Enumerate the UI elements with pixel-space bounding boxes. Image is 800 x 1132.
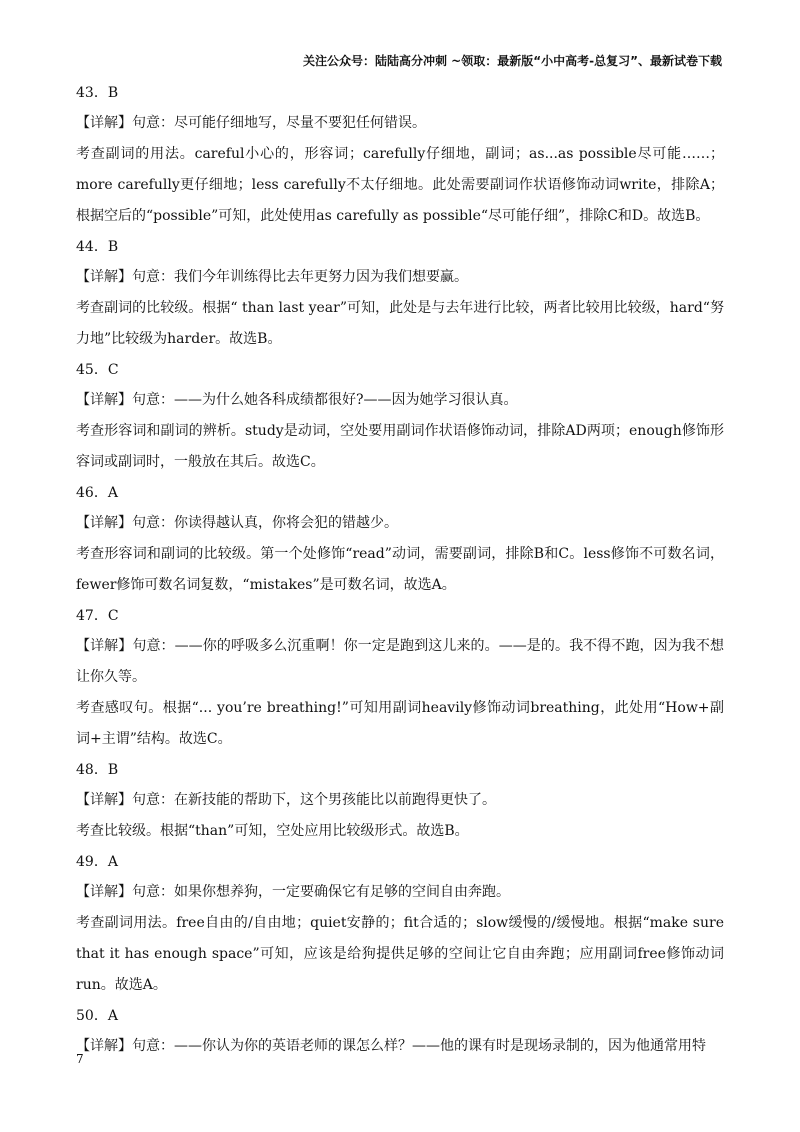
question-number: 50．A <box>76 1008 118 1024</box>
detail-text: 【详解】句意：我们今年训练得比去年更努力因为我们想要赢。 <box>76 269 468 285</box>
analysis-text: 考查副词的比较级。根据“ than last year”可知，此处是与去年进行比较，两者比较用比较级，hard“努力地”比较级为harder。故选B。 <box>76 300 724 347</box>
page-header: 关注公众号：陆陆高分冲刺 ~领取：最新版“小中高考-总复习”、最新试卷下载 <box>303 54 722 68</box>
analysis-text: 考查副词的用法。careful小心的，形容词；carefully仔细地，副词；as...as possible尽可能……；more carefully更仔细地；less carefully不太仔细地。此处需要副词作状语修饰动词write，排除A；根据空后的“possible”可知，此处使用as carefully as possible“尽可能仔细”，排除C和D。故选B。 <box>76 146 724 224</box>
detail-text: 【详解】句意：尽可能仔细地写，尽量不要犯任何错误。 <box>76 115 426 131</box>
question-number: 47．C <box>76 608 119 624</box>
answer-content <box>76 78 724 1062</box>
analysis-text: 考查副词用法。free自由的/自由地；quiet安静的；fit合适的；slow缓慢的/缓慢地。根据“make sure that it has enough space”可知，应该是给狗提供足够的空间让它自由奔跑；应用副词free修饰动词run。故选A。 <box>76 915 724 993</box>
analysis-text: 考查比较级。根据“than”可知，空处应用比较级形式。故选B。 <box>76 823 469 839</box>
page-number: 7 <box>76 1052 84 1066</box>
question-number: 46．A <box>76 485 118 501</box>
answer-item <box>76 847 724 1001</box>
detail-text: 【详解】句意：——你的呼吸多么沉重啊！你一定是跑到这儿来的。——是的。我不得不跑，因为我不想让你久等。 <box>76 638 724 685</box>
analysis-text: 考查形容词和副词的辨析。study是动词，空处要用副词作状语修饰动词，排除AD两项；enough修饰形容词或副词时，一般放在其后。故选C。 <box>76 423 724 470</box>
answer-item <box>76 755 724 847</box>
answer-item <box>76 78 724 232</box>
analysis-text: 考查感叹句。根据“... you’re breathing!”可知用副词heavily修饰动词breathing，此处用“How+副词+主谓”结构。故选C。 <box>76 700 724 747</box>
detail-text: 【详解】句意：——你认为你的英语老师的课怎么样？——他的课有时是现场录制的，因为他通常用特 <box>76 1038 706 1054</box>
question-number: 48．B <box>76 762 119 778</box>
detail-text: 【详解】句意：你读得越认真，你将会犯的错越少。 <box>76 515 398 531</box>
question-number: 45．C <box>76 362 119 378</box>
detail-text: 【详解】句意：如果你想养狗，一定要确保它有足够的空间自由奔跑。 <box>76 884 510 900</box>
answer-item <box>76 232 724 355</box>
analysis-text: 考查形容词和副词的比较级。第一个处修饰“read”动词，需要副词，排除B和C。less修饰不可数名词，fewer修饰可数名词复数，“mistakes”是可数名词，故选A。 <box>76 546 724 593</box>
answer-item <box>76 1001 724 1062</box>
detail-text: 【详解】句意：——为什么她各科成绩都很好?——因为她学习很认真。 <box>76 392 518 408</box>
answer-item <box>76 355 724 478</box>
answer-item <box>76 478 724 601</box>
answer-item <box>76 601 724 755</box>
question-number: 49．A <box>76 854 118 870</box>
question-number: 43．B <box>76 85 119 101</box>
detail-text: 【详解】句意：在新技能的帮助下，这个男孩能比以前跑得更快了。 <box>76 792 496 808</box>
question-number: 44．B <box>76 239 119 255</box>
